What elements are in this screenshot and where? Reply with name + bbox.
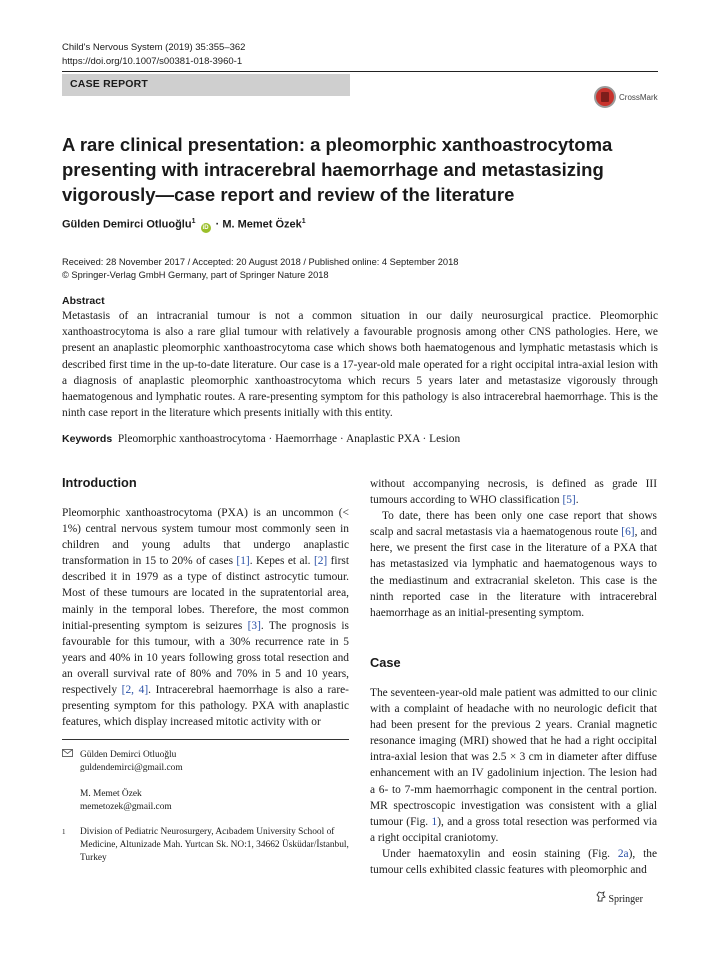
case-body: [370, 685, 657, 878]
doi-link[interactable]: https://doi.org/10.1007/s00381-018-3960-1: [62, 56, 243, 67]
footnote-rule: [62, 739, 349, 740]
publisher-name: Springer: [608, 894, 643, 905]
paragraph: [62, 505, 349, 730]
abstract-heading: Abstract: [62, 295, 105, 307]
citation-link[interactable]: [2]: [313, 555, 328, 568]
article-type-label: CASE REPORT: [70, 78, 149, 90]
figure-link[interactable]: 1: [431, 815, 438, 828]
text-run: Pleomorphic xanthoastrocytoma (PXA) is an uncommon (< 1%) central nervous system tumour most commonly seen in children and young adults that undergo anaplastic transformation in 15 to 20% of cases: [62, 507, 349, 568]
article-type-banner: [62, 74, 350, 96]
publication-dates: [62, 256, 458, 282]
introduction-body: [62, 505, 349, 730]
crossmark-icon: [594, 86, 616, 108]
keywords-list: Pleomorphic xanthoastrocytoma · Haemorrhage · Anaplastic PXA · Lesion: [117, 433, 461, 445]
text-run: . Kepes et al.: [249, 555, 314, 568]
right-column-intro: [370, 476, 657, 621]
figure-link[interactable]: 2a: [617, 847, 629, 860]
text-run: Under haematoxylin and eosin staining (Fig.: [382, 847, 618, 860]
paragraph: [370, 846, 657, 878]
affiliation-text: Division of Pediatric Neurosurgery, Acıbadem University School of Medicine, Altunizade Mah. Yurtcan Sk. NO:1, 34662 Üsküdar/İstanbul, Turkey: [80, 827, 349, 863]
journal-line: Child's Nervous System (2019) 35:355–362: [62, 42, 246, 53]
keywords-label: Keywords: [62, 433, 113, 445]
footnote: [62, 749, 349, 865]
journal-citation: [62, 41, 245, 69]
author-separator: ·: [215, 218, 220, 231]
springer-horse-icon: [596, 894, 609, 905]
text-run: ), and a gross total resection was performed via a right occipital craniotomy.: [370, 815, 657, 844]
text-run: . Intracerebral haemorrhage is also a rare-presenting symptom for this pathology. PXA with anaplastic features, which display increased mitotic activity with or: [62, 684, 349, 729]
text-run: .: [575, 494, 579, 507]
affiliation-mark: 1: [62, 828, 66, 836]
author-list: [62, 218, 306, 233]
contact-email[interactable]: guldendemirci@gmail.com: [80, 763, 183, 773]
orcid-icon[interactable]: iD: [202, 224, 209, 231]
text-run: To date, there has been only one case report that shows scalp and sacral metastasis via a haematogenous route: [370, 510, 657, 539]
citation-link[interactable]: [2, 4]: [121, 684, 149, 697]
paragraph: [370, 476, 657, 508]
citation-link[interactable]: [1]: [236, 555, 250, 568]
contact-email[interactable]: memetozek@gmail.com: [80, 802, 172, 812]
text-run: without accompanying necrosis, is defined as grade III tumours according to WHO classification: [370, 478, 657, 507]
contact-name: M. Memet Özek: [80, 789, 142, 799]
contact-name: Gülden Demirci Otluoğlu: [80, 750, 177, 760]
crossmark-badge[interactable]: [594, 86, 660, 112]
header-rule: [62, 71, 658, 72]
text-run: , and here, we present the first case in the literature of a PXA that has metastasized via lymphatic and haematogenous ways to the mediastinum and extracranial skeleton. This case is the ninth reported case in the literature with intracerebral haemorrhage as an initial-presenting symptom.: [370, 526, 657, 619]
text-run: . The prognosis is favourable for this tumour, with a 30% recurrence rate in 5 years and 40% in 10 years following gross total resection and an overall survival rate of 80% and 70% in 5 and 10 years, respectively: [62, 619, 349, 697]
case-heading: Case: [370, 655, 401, 670]
text-run: first described it in 1979 as a type of distinct astrocytic tumour. Most of these tumours are located in the supratentorial area, mainly in the temporal lobes. Therefore, the most common initial-presenting symptom is seizures: [62, 555, 349, 632]
envelope-icon: [62, 749, 73, 762]
author-name[interactable]: Gülden Demirci Otluoğlu: [62, 218, 192, 231]
copyright-line: © Springer-Verlag GmbH Germany, part of Springer Nature 2018: [62, 270, 329, 280]
history-dates: Received: 28 November 2017 / Accepted: 20 August 2018 / Published online: 4 September 2018: [62, 257, 459, 267]
publisher-logo: [596, 891, 643, 905]
text-run: The seventeen-year-old male patient was admitted to our clinic with a complaint of headache with no neurologic deficit that had been present for the previous 2 years. Cranial magnetic resonance imaging (MRI) showed that he had a right occipital intra-axial lesion that was 2.5 × 3 cm in diameter after diffuse enhancement with an IV gadolinium injection. The lesion had a 6- to 7-mm haemorrhagic component in the central portion. MR spectroscopic investigation was consistent with a glial tumour (Fig.: [370, 687, 657, 828]
text-run: ), the tumour cells exhibited classic features with pleomorphic and: [370, 847, 657, 877]
paragraph: [370, 685, 657, 846]
citation-link[interactable]: [6]: [621, 526, 635, 539]
crossmark-label: CrossMark: [619, 93, 658, 102]
article-title: A rare clinical presentation: a pleomorphic xanthoastrocytoma presenting with intracerebral haemorrhage and metastasizing vigorously—case report and review of the literature: [62, 134, 613, 205]
affiliation-mark: 1: [301, 218, 306, 225]
keywords: [62, 431, 658, 447]
author-name[interactable]: M. Memet Özek: [222, 218, 302, 231]
introduction-heading: Introduction: [62, 475, 137, 490]
abstract-text: Metastasis of an intracranial tumour is not a common situation in our daily neurosurgical practice. Pleomorphic xanthoastrocytoma is also a rare glial tumour with relatively a favourable prognosis among other CNS pathologies. Here, we present an anaplastic pleomorphic xanthoastrocytoma case which shows both haematogenous and lymphatic metastasis which is described first time in the up-to-date literature. Our case is a 17-year-old male operated for a right occipital intra-axial lesion with a diagnosis of anaplastic pleomorphic xanthoastrocytoma which recurs 5 years later and metastasize vigorously through haematogenous and lymphatic routes. A rare-presenting symptom for this pathology is also intracerebral haemorrhage. This is the ninth case report in the literature which presents initially with this entity.: [62, 310, 658, 420]
affiliation-mark: 1: [191, 218, 196, 225]
paragraph: [370, 508, 657, 621]
citation-link[interactable]: [3]: [247, 619, 261, 632]
citation-link[interactable]: [5]: [562, 494, 576, 507]
contact-block: [62, 749, 349, 814]
affiliation-block: [62, 826, 349, 865]
